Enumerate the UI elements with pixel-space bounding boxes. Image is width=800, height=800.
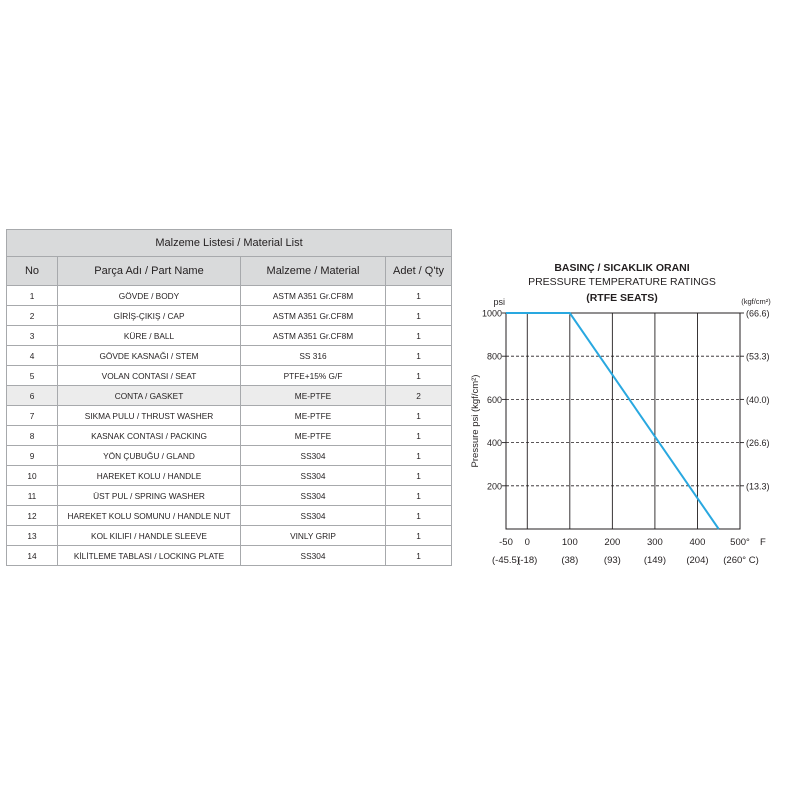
- chart-labels: [470, 297, 771, 566]
- row-qty: 1: [386, 426, 452, 446]
- row-part: GİRİŞ-ÇIKIŞ / CAP: [58, 306, 241, 326]
- x-tick-label-c: (-45.5): [492, 555, 520, 566]
- row-part: HAREKET KOLU / HANDLE: [58, 466, 241, 486]
- column-header-material: Malzeme / Material: [241, 257, 386, 286]
- y-unit-right-label: (kgf/cm²): [741, 297, 771, 306]
- plot-frame: [506, 313, 740, 529]
- row-material: SS304: [241, 446, 386, 466]
- row-no: 5: [7, 366, 58, 386]
- row-part: HAREKET KOLU SOMUNU / HANDLE NUT: [58, 506, 241, 526]
- x-unit-c-label: (260° C): [723, 555, 759, 566]
- row-part: SIKMA PULU / THRUST WASHER: [58, 406, 241, 426]
- row-no: 14: [7, 546, 58, 566]
- row-material: ASTM A351 Gr.CF8M: [241, 286, 386, 306]
- row-material: SS304: [241, 546, 386, 566]
- row-material: PTFE+15% G/F: [241, 366, 386, 386]
- row-part: KİLİTLEME TABLASI / LOCKING PLATE: [58, 546, 241, 566]
- row-part: GÖVDE / BODY: [58, 286, 241, 306]
- row-qty: 1: [386, 526, 452, 546]
- row-qty: 1: [386, 546, 452, 566]
- column-header-no: No: [7, 257, 58, 286]
- row-part: KÜRE / BALL: [58, 326, 241, 346]
- material-list-title: Malzeme Listesi / Material List: [7, 230, 452, 257]
- chart-title: BASINÇ / SICAKLIK ORANI: [554, 262, 690, 274]
- row-no: 4: [7, 346, 58, 366]
- row-part: KOL KILIFI / HANDLE SLEEVE: [58, 526, 241, 546]
- x-tick-label-c: (93): [603, 555, 621, 566]
- row-material: ME-PTFE: [241, 406, 386, 426]
- y-tick-label-kgf: (53.3): [746, 351, 770, 362]
- row-qty: 1: [386, 446, 452, 466]
- x-tick-label-f: 100: [561, 537, 578, 548]
- row-no: 2: [7, 306, 58, 326]
- row-no: 1: [7, 286, 58, 306]
- y-tick-label-psi: 600: [486, 394, 502, 405]
- chart-subtitle: PRESSURE TEMPERATURE RATINGS: [528, 276, 716, 288]
- x-tick-label-f: 200: [604, 537, 621, 548]
- row-qty: 1: [386, 466, 452, 486]
- row-no: 3: [7, 326, 58, 346]
- row-no: 6: [7, 386, 58, 406]
- row-part: YÖN ÇUBUĞU / GLAND: [58, 446, 241, 466]
- chart-grid: [502, 313, 744, 529]
- column-header-qty: Adet / Q'ty: [386, 257, 452, 286]
- row-qty: 1: [386, 346, 452, 366]
- x-tick-label-f: 500°: [730, 537, 750, 548]
- row-material: VINLY GRIP: [241, 526, 386, 546]
- y-tick-label-kgf: (26.6): [746, 438, 770, 449]
- row-material: ASTM A351 Gr.CF8M: [241, 326, 386, 346]
- row-material: ME-PTFE: [241, 386, 386, 406]
- row-part: GÖVDE KASNAĞI / STEM: [58, 346, 241, 366]
- x-tick-label-c: (38): [561, 555, 579, 566]
- x-tick-label-f: -50: [499, 537, 513, 548]
- row-qty: 1: [386, 506, 452, 526]
- y-tick-label-kgf: (40.0): [746, 394, 770, 405]
- y-tick-label-kgf: (13.3): [746, 481, 770, 492]
- x-tick-label-c: (-18): [517, 555, 538, 566]
- x-tick-label-f: 300: [646, 537, 663, 548]
- row-part: CONTA / GASKET: [58, 386, 241, 406]
- x-tick-label-f: 0: [524, 537, 530, 548]
- row-no: 10: [7, 466, 58, 486]
- row-part: KASNAK CONTASI / PACKING: [58, 426, 241, 446]
- chart-subtitle-seats: (RTFE SEATS): [586, 292, 658, 304]
- row-material: SS304: [241, 506, 386, 526]
- row-no: 13: [7, 526, 58, 546]
- y-axis-title: Pressure psi (kgf/cm²): [470, 374, 481, 468]
- row-material: ASTM A351 Gr.CF8M: [241, 306, 386, 326]
- row-qty: 1: [386, 366, 452, 386]
- row-no: 8: [7, 426, 58, 446]
- row-qty: 1: [386, 306, 452, 326]
- row-part: ÜST PUL / SPRING WASHER: [58, 486, 241, 506]
- x-tick-label-f: 400: [689, 537, 706, 548]
- row-no: 12: [7, 506, 58, 526]
- row-no: 11: [7, 486, 58, 506]
- y-tick-label-psi: 400: [486, 438, 502, 449]
- y-unit-left-label: psi: [493, 297, 505, 307]
- y-tick-label-psi: 1000: [481, 308, 502, 319]
- row-material: SS304: [241, 466, 386, 486]
- row-qty: 1: [386, 326, 452, 346]
- row-no: 7: [7, 406, 58, 426]
- y-tick-label-kgf: (66.6): [746, 308, 770, 319]
- row-material: ME-PTFE: [241, 426, 386, 446]
- row-no: 9: [7, 446, 58, 466]
- row-qty: 1: [386, 486, 452, 506]
- row-material: SS 316: [241, 346, 386, 366]
- x-tick-label-c: (204): [686, 555, 709, 566]
- row-qty: 1: [386, 286, 452, 306]
- y-tick-label-psi: 200: [486, 481, 502, 492]
- x-unit-f-label: F: [760, 537, 766, 548]
- row-part: VOLAN CONTASI / SEAT: [58, 366, 241, 386]
- row-qty: 2: [386, 386, 452, 406]
- y-tick-label-psi: 800: [486, 351, 502, 362]
- x-tick-label-c: (149): [643, 555, 667, 566]
- column-header-part-name: Parça Adı / Part Name: [58, 257, 241, 286]
- row-material: SS304: [241, 486, 386, 506]
- row-qty: 1: [386, 406, 452, 426]
